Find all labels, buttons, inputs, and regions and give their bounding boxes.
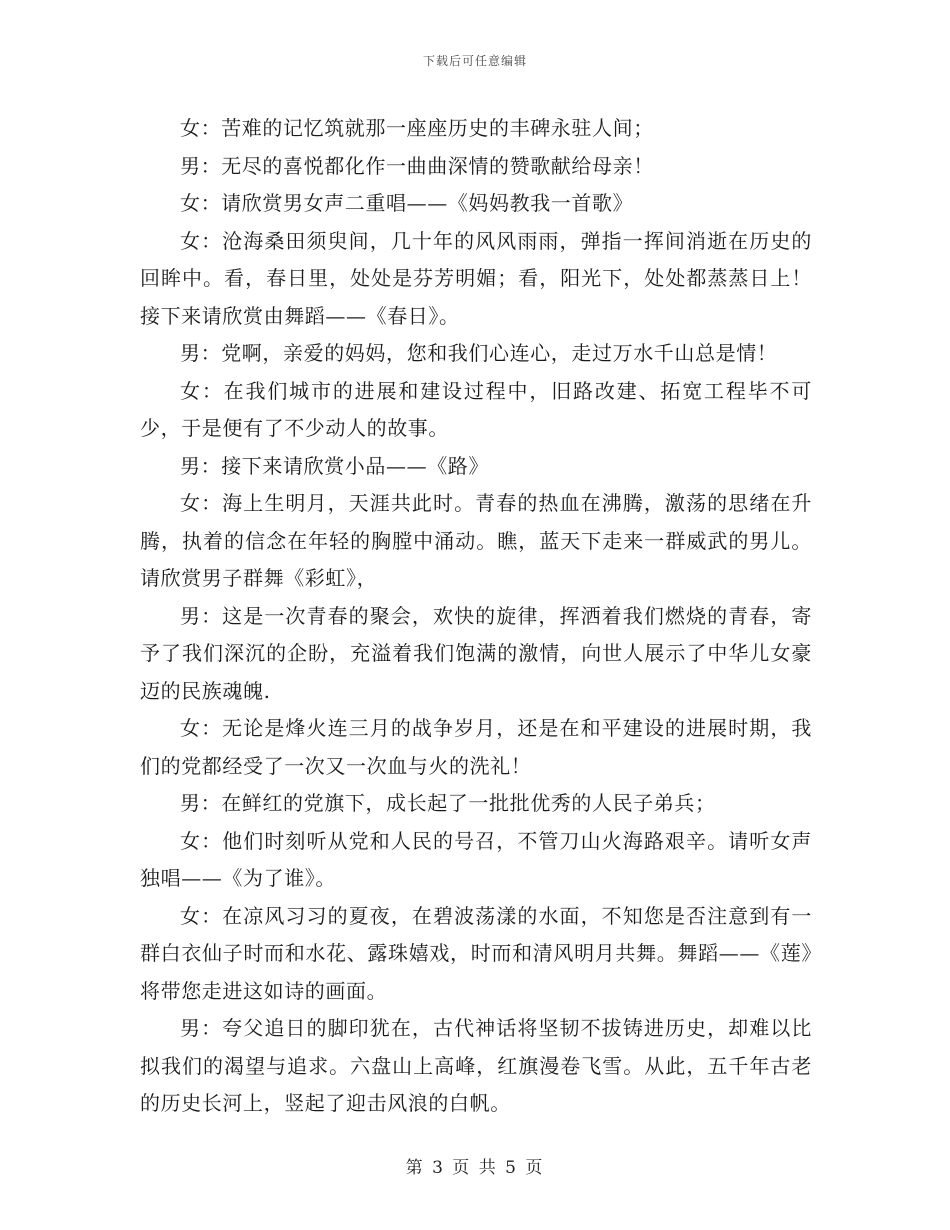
page-header: 下载后可任意编辑: [422, 54, 527, 68]
paragraph: 女：沧海桑田须臾间，几十年的风风雨雨，弹指一挥间消逝在历史的回眸中。看，春日里，处处是芬芳明媚；看，阳光下，处处都蒸蒸日上！接下来请欣赏由舞蹈——《春日》。: [140, 228, 812, 328]
paragraph: 女：他们时刻听从党和人民的号召，不管刀山火海路艰辛。请听女声独唱——《为了谁》。: [140, 828, 812, 890]
document-body: [140, 110, 812, 1123]
paragraph: 男：夸父追日的脚印犹在，古代神话将坚韧不拔铸进历史，却难以比拟我们的渴望与追求。六盘山上高峰，红旗漫卷飞雪。从此，五千年古老的历史长河上，竖起了迎击风浪的白帆。: [140, 1016, 812, 1115]
paragraph: 女：在凉风习习的夏夜，在碧波荡漾的水面，不知您是否注意到有一群白衣仙子时而和水花、露珠嬉戏，时而和清风明月共舞。舞蹈——《莲》将带您走进这如诗的画面。: [140, 903, 812, 1003]
paragraph: 男：这是一次青春的聚会，欢快的旋律，挥洒着我们燃烧的青春，寄予了我们深沉的企盼，充溢着我们饱满的激情，向世人展示了中华儿女豪迈的民族魂魄.: [140, 603, 812, 703]
paragraph: 男：在鲜红的党旗下，成长起了一批批优秀的人民子弟兵；: [180, 791, 716, 815]
paragraph: 女：无论是烽火连三月的战争岁月，还是在和平建设的进展时期，我们的党都经受了一次又一次血与火的洗礼！: [140, 716, 812, 778]
paragraph: 女：苦难的记忆筑就那一座座历史的丰碑永驻人间；: [180, 116, 654, 140]
paragraph: 男：接下来请欣赏小品——《路》: [180, 453, 489, 478]
paragraph: 女：在我们城市的进展和建设过程中，旧路改建、拓宽工程毕不可少，于是便有了不少动人的故事。: [140, 378, 812, 440]
paragraph: 男：无尽的喜悦都化作一曲曲深情的赞歌献给母亲！: [180, 153, 654, 178]
page-number: 第 3 页 共 5 页: [405, 1158, 545, 1178]
paragraph: 男：党啊，亲爱的妈妈，您和我们心连心，走过万水千山总是情！: [180, 341, 778, 365]
paragraph: 女：海上生明月，天涯共此时。青春的热血在沸腾，激荡的思绪在升腾，执着的信念在年轻的胸膛中涌动。瞧，蓝天下走来一群威武的男儿。请欣赏男子群舞《彩虹》，: [140, 491, 812, 590]
paragraph: 女：请欣赏男女声二重唱——《妈妈教我一首歌》: [180, 191, 634, 215]
